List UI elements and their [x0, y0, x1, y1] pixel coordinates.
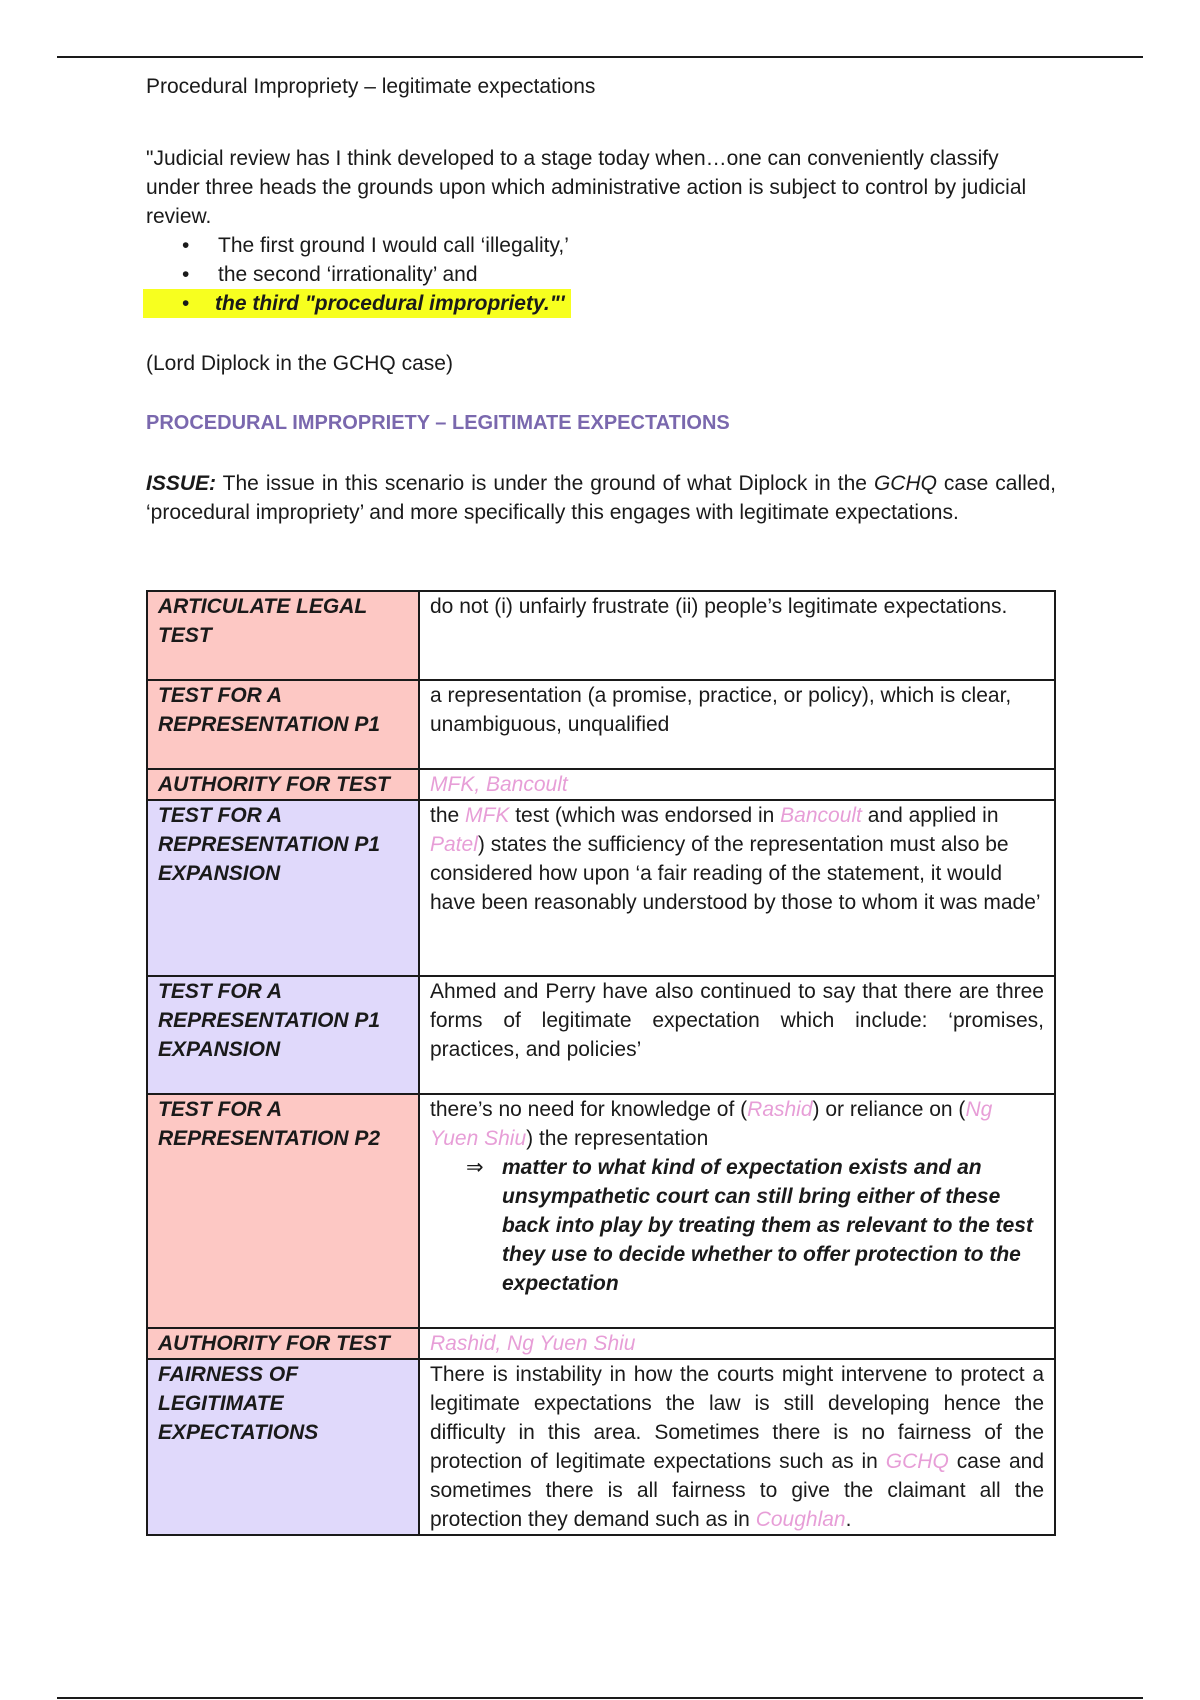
case-citation: Rashid, Ng Yuen Shiu — [430, 1332, 636, 1355]
row-label: TEST FOR A REPRESENTATION P2 — [147, 1094, 419, 1328]
bullet-icon: • — [182, 263, 190, 286]
row-content — [419, 769, 1055, 800]
arrow-right-icon: ⇒ — [466, 1156, 484, 1179]
row-content: Ahmed and Perry have also continued to say that there are three forms of legitimate expectation which include: ‘promises, practices, and policies’ — [419, 976, 1055, 1094]
table-row — [147, 800, 1055, 976]
row-label: ARTICULATE LEGAL TEST — [147, 591, 419, 680]
table-row — [147, 976, 1055, 1094]
section-heading: PROCEDURAL IMPROPRIETY – LEGITIMATE EXPECTATIONS — [146, 412, 730, 434]
row-content: the MFK test (which was endorsed in Bancoult and applied in Patel) states the sufficiency of the representation must also be considered how upon ‘a fair reading of the statement, it would have been reasonably understood by those to whom it was made’ — [419, 800, 1055, 976]
row-content: do not (i) unfairly frustrate (ii) people’s legitimate expectations. — [419, 591, 1055, 680]
row-label: TEST FOR A REPRESENTATION P1 — [147, 680, 419, 769]
row-content: a representation (a promise, practice, or policy), which is clear, unambiguous, unqualified — [419, 680, 1055, 769]
case-citation: Bancoult — [780, 804, 862, 827]
ground-procedural-impropriety-highlighted: • the third "procedural impropriety."' — [143, 289, 571, 318]
case-citation: Coughlan — [755, 1508, 846, 1531]
bullet-icon: • — [182, 292, 190, 315]
issue-paragraph: ISSUE: The issue in this scenario is under the ground of what Diplock in the GCHQ case called, ‘procedural impropriety’ and more specifically this engages with legitimate expectations. — [146, 472, 1056, 524]
row-label: AUTHORITY FOR TEST — [147, 1328, 419, 1359]
quote-attribution: (Lord Diplock in the GCHQ case) — [146, 352, 453, 375]
case-citation: Patel — [430, 833, 478, 856]
document-title: Procedural Impropriety – legitimate expectations — [146, 75, 596, 98]
table-row — [147, 1094, 1055, 1328]
case-citation: Rashid — [747, 1098, 813, 1121]
row-content — [419, 1328, 1055, 1359]
case-name: GCHQ — [873, 472, 937, 495]
case-citation: Ng Yuen Shiu — [430, 1098, 993, 1150]
ground-irrationality: • the second ‘irrationality’ and — [146, 260, 1056, 289]
document-body — [146, 72, 1056, 527]
table-row — [147, 591, 1055, 680]
top-rule — [57, 56, 1143, 58]
consequence-point: ⇒ matter to what kind of expectation exists and an unsympathetic court can still bring either of these back into play by treating them as relevant to the test they use to decide whether to offer protection to the expectation — [430, 1153, 1044, 1298]
table-row — [147, 1328, 1055, 1359]
diplock-quote — [146, 144, 1056, 318]
case-citation: MFK, Bancoult — [430, 773, 568, 796]
legal-test-table — [146, 590, 1056, 1536]
grounds-list — [146, 231, 1056, 318]
bullet-icon: • — [182, 234, 190, 257]
row-content: There is instability in how the courts might intervene to protect a legitimate expectations the law is still developing hence the difficulty in this area. Sometimes there is no fairness of the protection of legitimate expectations such as in GCHQ case and sometimes there is all fairness to give the claimant all the protection they demand such as in Coughlan. — [419, 1359, 1055, 1535]
row-content: there’s no need for knowledge of (Rashid) or reliance on (Ng Yuen Shiu) the representation ⇒ matter to what kind of expectation exists and an unsympathetic court can still bring either of these back into play by treating them as relevant to the test they use to decide whether to offer protection to the expectation — [419, 1094, 1055, 1328]
row-label: TEST FOR A REPRESENTATION P1 EXPANSION — [147, 976, 419, 1094]
table-row — [147, 769, 1055, 800]
quote-intro: "Judicial review has I think developed to a stage today when…one can conveniently classify under three heads the grounds upon which administrative action is subject to control by judicial review. — [146, 147, 1027, 228]
table-row — [147, 680, 1055, 769]
bottom-rule — [57, 1697, 1143, 1699]
row-label: FAIRNESS OF LEGITIMATE EXPECTATIONS — [147, 1359, 419, 1535]
case-citation: GCHQ — [885, 1450, 949, 1473]
ground-illegality: • The first ground I would call ‘illegality,’ — [146, 231, 1056, 260]
row-label: AUTHORITY FOR TEST — [147, 769, 419, 800]
row-label: TEST FOR A REPRESENTATION P1 EXPANSION — [147, 800, 419, 976]
issue-label: ISSUE: — [146, 472, 217, 495]
case-citation: MFK — [465, 804, 510, 827]
table-row — [147, 1359, 1055, 1535]
